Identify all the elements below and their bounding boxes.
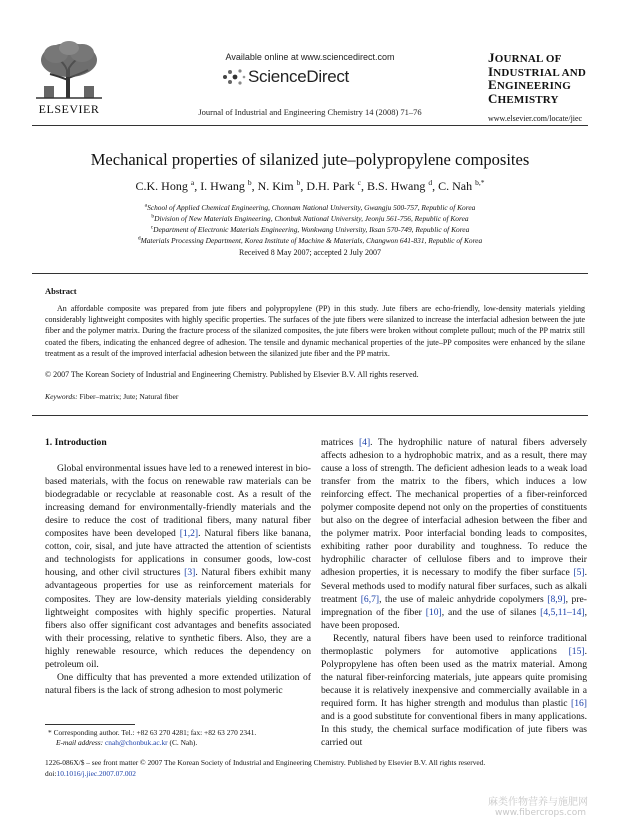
header-rule	[32, 125, 588, 126]
affiliation: $^c$Department of Electronic Materials Engineering, Wonkwang University, Iksan 570-749, Republic of Korea	[150, 224, 470, 234]
citation-link[interactable]: [1,2]	[179, 528, 199, 540]
citation-link[interactable]: [4,5,11–14]	[540, 606, 585, 618]
abstract-bottom-rule	[32, 415, 588, 416]
email-suffix: (C. Nah).	[169, 738, 198, 747]
received-date: Received 8 May 2007; accepted 2 July 2007	[239, 248, 381, 257]
keywords-value: Fiber–matrix; Jute; Natural fiber	[79, 392, 179, 401]
journal-reference: Journal of Industrial and Engineering Chemistry 14 (2008) 71–76	[198, 107, 422, 117]
section-heading: 1. Introduction	[45, 437, 107, 448]
sciencedirect-wordmark: ScienceDirect	[248, 67, 349, 86]
elsevier-logo	[32, 40, 106, 118]
paragraph: Global environmental issues have led to a renewed interest in bio-based materials, with the focus on renewable raw materials can be biodegradable or recyclable at reasonable cost. As a result of the increasing demand for environmentally-friendly materials and the desire to reduce the cost of traditional fibers, many natural fiber composites have been developed [1,2]. Natural fibers like banana, cotton, coir, sisal, and jute have attracted the attention of scientists and technologists for applications in consumer goods, low-cost housing, and other civil structures [3]. Natural fibers exhibit many advantageous properties for use as reinforcement materials for composites. They are low-density materials yielding considerably lightweight composites with highly specific properties. Natural fibers also offer significant cost advantages and benefits associated with their processing, relative to synthetic fibers. Also, they are a highly renewable resource, which reduces the dependency on petroleum oil.	[45, 463, 312, 670]
author-list: C.K. Hong $^a$, I. Hwang $^b$, N. Kim $^b$, D.H. Park $^c$, B.S. Hwang $^d$, C. Nah $^{b,*}$	[135, 178, 485, 193]
paragraph: One difficulty that has prevented a more extended utilization of natural fibers is the lack of strong adhesion to most polymeric	[45, 671, 311, 696]
paragraph: matrices [4]. The hydrophilic nature of natural fibers adversely affects adhesion to a hydrophobic matrix, and as a result, there may cause a loss of strength. The deficient adhesion leads to a weak load transfer from the matrix to the fibers, which induces a low reinforcing effect. The mechanical properties of a fiber-reinforced polymer composite depend not only on the properties of constituents but also on the degree of interfacial adhesion between the fiber and the polymer matrix. Poor interfacial bonding leads to composites, exhibiting rather poor durability and toughness. To reduce the hydrophilic character of cellulose fibers and to improve their adhesion properties, it is necessary to modify the fiber surface [5]. Several methods used to modify natural fiber surfaces, such as alkali treatment [6,7], the use of maleic anhydride copolymers [8,9], pre-impregnation of the fiber [10], and the use of silanes [4,5,11–14], have been proposed.	[321, 437, 587, 631]
author: C.K. Hong $^a$	[135, 178, 195, 193]
citation-link[interactable]: [4]	[358, 437, 371, 448]
email-label: E-mail address:	[56, 738, 104, 747]
author-affiliation-mark: c	[357, 178, 362, 187]
affiliation: $^d$Materials Processing Department, Korea Institute of Machine & Materials, Changwon 641-831, Republic of Korea	[137, 235, 483, 245]
footnote-star: *	[48, 728, 52, 737]
left-column	[45, 436, 311, 697]
doi-label: doi:	[45, 769, 57, 778]
author-affiliation-mark: b	[247, 178, 252, 187]
author-affiliation-mark: b,*	[475, 178, 485, 187]
citation-link[interactable]: [10]	[425, 606, 442, 618]
author-affiliation-mark: a	[190, 178, 195, 187]
author-affiliation-mark: b	[296, 178, 301, 187]
author: N. Kim $^b$	[257, 178, 301, 193]
watermark-cn: 麻类作物营养与施肥网	[488, 797, 588, 808]
keywords-label: Keywords:	[45, 392, 78, 401]
citation-link[interactable]: [8,9]	[547, 593, 566, 605]
footnote	[48, 728, 308, 748]
author-affiliation-mark: d	[428, 178, 433, 187]
issn-line: 1226-086X/$ – see front matter © 2007 The Korean Society of Industrial and Engineering Chemistry. Published by Elsevier B.V. All rights reserved.	[45, 758, 486, 767]
available-online: Available online at www.sciencedirect.com	[225, 52, 395, 62]
author: B.S. Hwang $^d$	[367, 178, 433, 193]
journal-title-line: JOURNAL OF	[488, 50, 562, 65]
email-link[interactable]: cnah@chonbuk.ac.kr	[105, 738, 168, 747]
abstract-copyright: © 2007 The Korean Society of Industrial and Engineering Chemistry. Published by Elsevier B.V. All rights reserved.	[45, 370, 419, 379]
journal-url[interactable]: www.elsevier.com/locate/jiec	[488, 114, 583, 123]
corresponding-author: Corresponding author. Tel.: +82 63 270 4281; fax: +82 63 270 2341.	[53, 728, 257, 737]
sciencedirect-dots-icon	[222, 68, 246, 86]
keywords	[45, 392, 178, 401]
citation-link[interactable]: [3]	[184, 567, 196, 579]
abstract-heading: Abstract	[45, 286, 77, 296]
abstract-text: An affordable composite was prepared from jute fibers and polypropylene (PP) in this study. Jute fibers are echo-friendly, low-density materials yielding considerably lightweight composites with highly specific properties. The surfaces of the jute fibers were silanized to increase the interfacial adhesion between the jute fiber and the polymer matrix. During the fracture process of the silanized composites, the jute fibers were broken without complete pullout; much of the PP matrix still coated the fibers, indicating the enhanced degree of adhesion. The tensile and dynamic mechanical properties of the jute–PP composites were enhanced by the silane treatment as a result of the improved interfacial adhesion between the silanized jute fiber and the PP matrix.	[45, 304, 585, 358]
sciencedirect-logo	[190, 65, 430, 87]
front-matter	[45, 757, 605, 779]
journal-title-line: CHEMISTRY	[488, 90, 559, 106]
citation-link[interactable]: [6,7]	[360, 593, 380, 605]
abstract-top-rule	[32, 273, 588, 274]
citation-link[interactable]: [16]	[571, 697, 587, 709]
author: D.H. Park $^c$	[306, 178, 362, 193]
journal-header	[0, 0, 620, 128]
citation-link[interactable]: [5]	[573, 567, 585, 579]
right-column	[321, 436, 587, 749]
affiliation: $^a$School of Applied Chemical Engineering, Chonnam National University, Gwangju 500-757, Republic of Korea	[144, 202, 476, 212]
journal-title	[488, 52, 598, 106]
elsevier-tree-icon	[36, 40, 102, 100]
author: C. Nah $^{b,*}$	[438, 178, 485, 193]
article-title: Mechanical properties of silanized jute–polypropylene composites	[90, 150, 530, 169]
watermark-url: www.fibercrops.com	[495, 808, 586, 818]
paragraph: Recently, natural fibers have been used to reinforce traditional thermoplastic polymers for automotive applications [15]. Polypropylene has often been used as the matrix material. Among the natural fiber-reinforcing materials, jute appears quite promising because it is relatively inexpensive and commercially available in a required form. It has higher strength and modulus than plastic [16] and is a good substitute for conventional fibers in many applications. In this study, the chemical surface modification of jute fibers was carried out	[321, 632, 587, 749]
citation-link[interactable]: [15]	[568, 645, 585, 657]
center-header	[190, 52, 430, 117]
footnote-rule	[45, 724, 135, 725]
journal-title-line: INDUSTRIAL AND	[488, 63, 587, 79]
publisher-name: ELSEVIER	[38, 102, 100, 116]
doi-link[interactable]: 10.1016/j.jiec.2007.07.002	[56, 769, 136, 778]
author: I. Hwang $^b$	[200, 178, 252, 193]
journal-title-line: ENGINEERING	[488, 77, 571, 92]
affiliation: $^b$Division of New Materials Engineering, Chonbuk National University, Jeonju 561-756, Republic of Korea	[151, 213, 469, 223]
